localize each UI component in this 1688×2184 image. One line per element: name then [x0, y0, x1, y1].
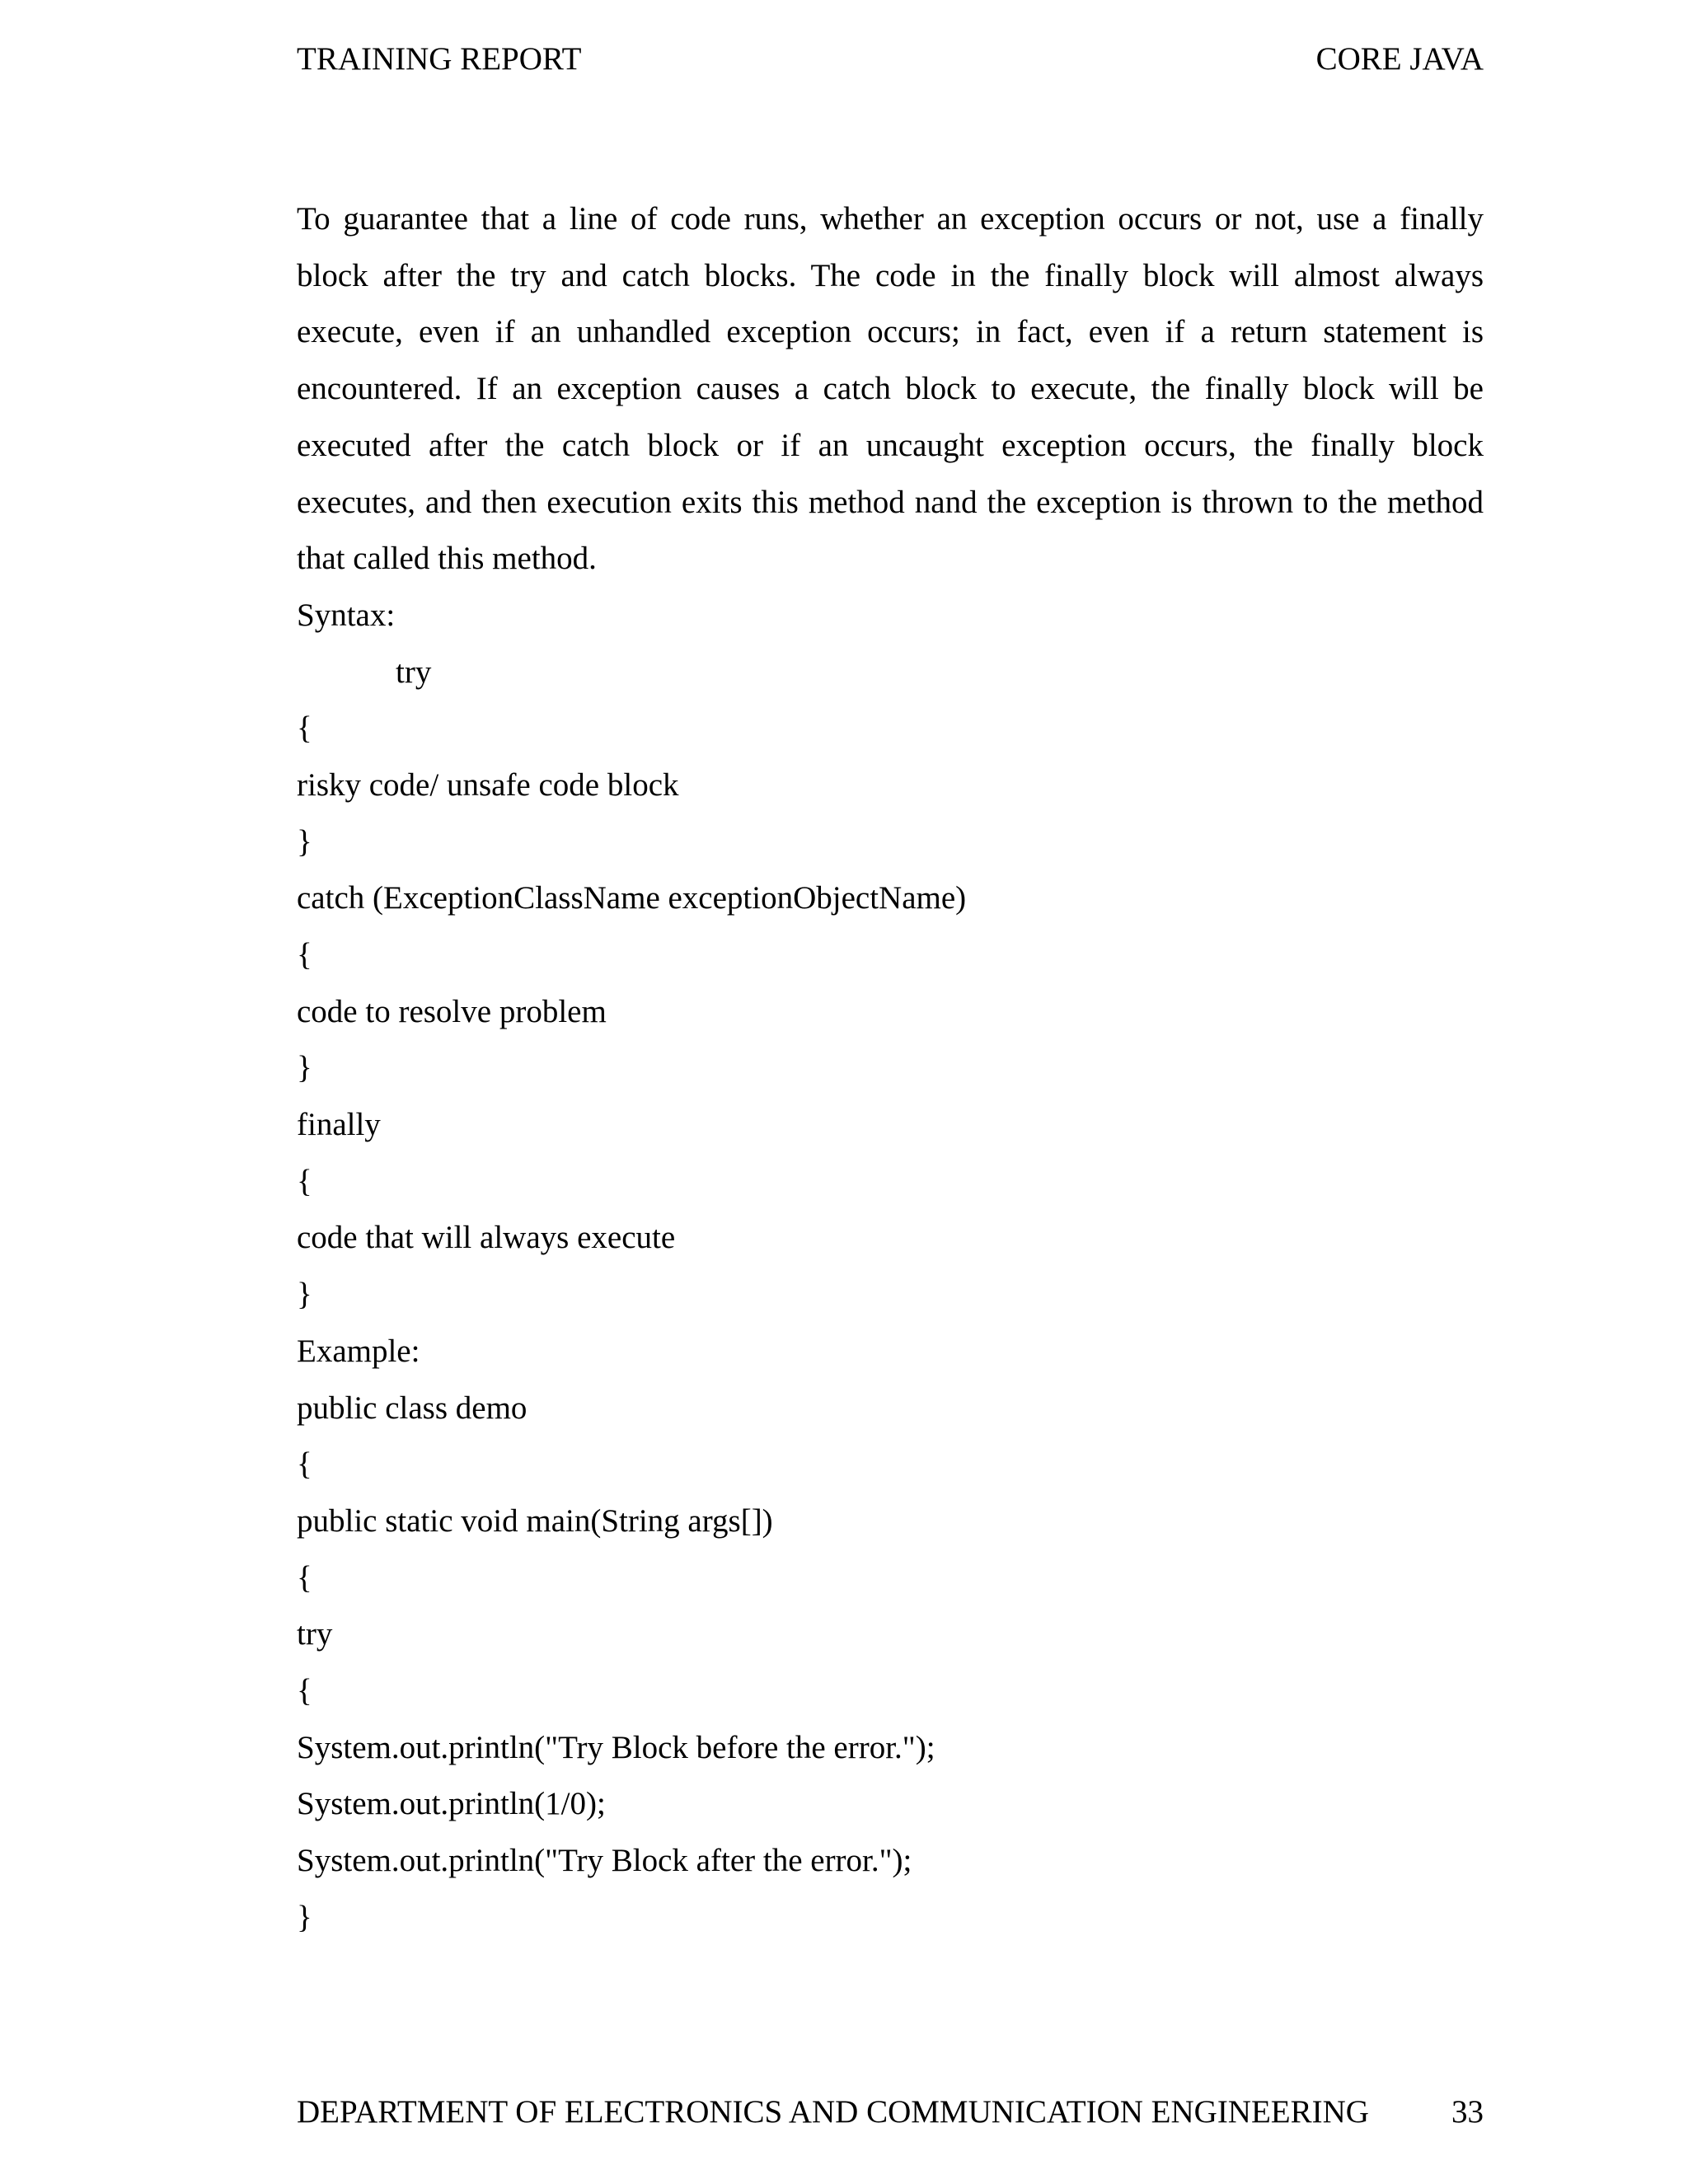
finally-paragraph: To guarantee that a line of code runs, whether an exception occurs or not, use a finally block after the try and catch blocks. The code in the finally block will almost always execute, even if an unhandled exception occurs; in fact, even if a return statement is encountered. If an exception causes a catch block to execute, the finally block will be executed after the catch block or if an uncaught exception occurs, the finally block executes, and then execution exits this method nand the exception is thrown to the method that called this method.	[297, 201, 1484, 577]
syntax-heading: Syntax:	[297, 597, 396, 633]
code-line: }	[297, 1050, 312, 1086]
code-line: public class demo	[297, 1390, 528, 1426]
code-line: {	[297, 1163, 312, 1199]
code-line: try	[396, 654, 432, 690]
page-header	[297, 38, 1484, 81]
header-subject-title: CORE JAVA	[1315, 41, 1484, 77]
code-line: public static void main(String args[])	[297, 1502, 773, 1539]
page-content	[297, 191, 1484, 1946]
example-code-block	[297, 1380, 1484, 1947]
example-heading: Example:	[297, 1333, 420, 1369]
code-line: code that will always execute	[297, 1220, 676, 1256]
header-report-title: TRAINING REPORT	[297, 41, 582, 77]
page-number: 33	[1451, 2094, 1484, 2130]
code-line: risky code/ unsafe code block	[297, 766, 679, 803]
code-line: }	[297, 1899, 312, 1935]
code-line: }	[297, 823, 312, 860]
code-line: code to resolve problem	[297, 993, 607, 1029]
code-line: try	[297, 1616, 333, 1652]
code-line: {	[297, 1446, 312, 1483]
code-line: {	[297, 1672, 312, 1708]
code-line: {	[297, 710, 312, 747]
code-line: System.out.println("Try Block after the error.");	[297, 1843, 912, 1879]
code-line: catch (ExceptionClassName exceptionObjectName)	[297, 880, 967, 916]
code-line: System.out.println("Try Block before the error.");	[297, 1729, 935, 1765]
code-line: System.out.println(1/0);	[297, 1786, 606, 1822]
page-footer	[297, 2091, 1484, 2134]
code-line: }	[297, 1277, 312, 1313]
code-line: {	[297, 937, 312, 973]
code-line: finally	[297, 1107, 381, 1143]
footer-department: DEPARTMENT OF ELECTRONICS AND COMMUNICATION ENGINEERING	[297, 2094, 1369, 2130]
code-line: {	[297, 1559, 312, 1596]
syntax-code-block	[297, 644, 1484, 1324]
